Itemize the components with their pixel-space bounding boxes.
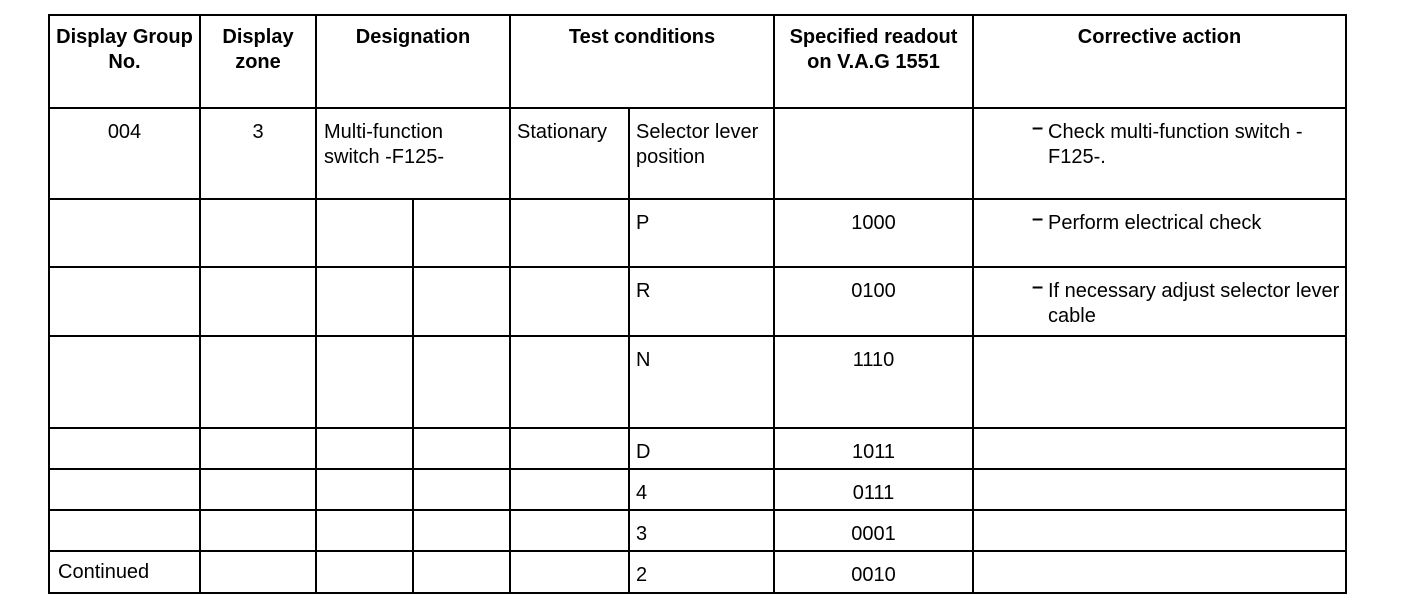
table-row [49,469,1346,510]
position-label: 2 [629,551,774,593]
condition-state: Stationary [510,108,629,199]
position-label: D [629,428,774,469]
readout-value: 0100 [774,267,973,336]
position-label: N [629,336,774,428]
zone-number: 3 [200,108,316,199]
table-row [49,336,1346,428]
header-zone: Display zone [200,15,316,108]
bullet-dash: – [1032,208,1044,230]
action-cell [973,199,1346,267]
action-cell [973,336,1346,428]
header-designation: Designation [316,15,510,108]
position-label: R [629,267,774,336]
readout-value: 1011 [774,428,973,469]
action-cell [973,267,1346,336]
continued-note: Continued [49,551,200,593]
main-row [49,108,1346,199]
header-readout: Specified readout on V.A.G 1551 [774,15,973,108]
action-text: Check multi-function switch -F125-. [1048,121,1303,168]
table-row [49,551,1346,593]
position-label: 4 [629,469,774,510]
readout-value: 0111 [774,469,973,510]
bullet-dash: – [1032,117,1044,139]
bullet-dash: – [1032,276,1044,298]
action-text: If necessary adjust selector lever cable [1048,280,1340,327]
action-cell [973,551,1346,593]
action-cell [973,510,1346,551]
header-test-conditions: Test conditions [510,15,774,108]
table-row [49,510,1346,551]
table-row [49,267,1346,336]
readout-value: 1000 [774,199,973,267]
header-row [49,15,1346,108]
header-corrective-action: Corrective action [973,15,1346,108]
table-row [49,428,1346,469]
readout-value: 0010 [774,551,973,593]
readout-value: 1110 [774,336,973,428]
designation-text: Multi-function switch -F125- [316,108,510,199]
action-cell [973,428,1346,469]
action-text: Perform electrical check [1048,212,1262,234]
action-cell [973,108,1346,199]
condition-sub: Selector lever position [629,108,774,199]
group-number: 004 [49,108,200,199]
readout-cell [774,108,973,199]
spec-table [48,14,1347,594]
position-label: 3 [629,510,774,551]
action-cell [973,469,1346,510]
table-row [49,199,1346,267]
position-label: P [629,199,774,267]
header-group: Display Group No. [49,15,200,108]
readout-value: 0001 [774,510,973,551]
